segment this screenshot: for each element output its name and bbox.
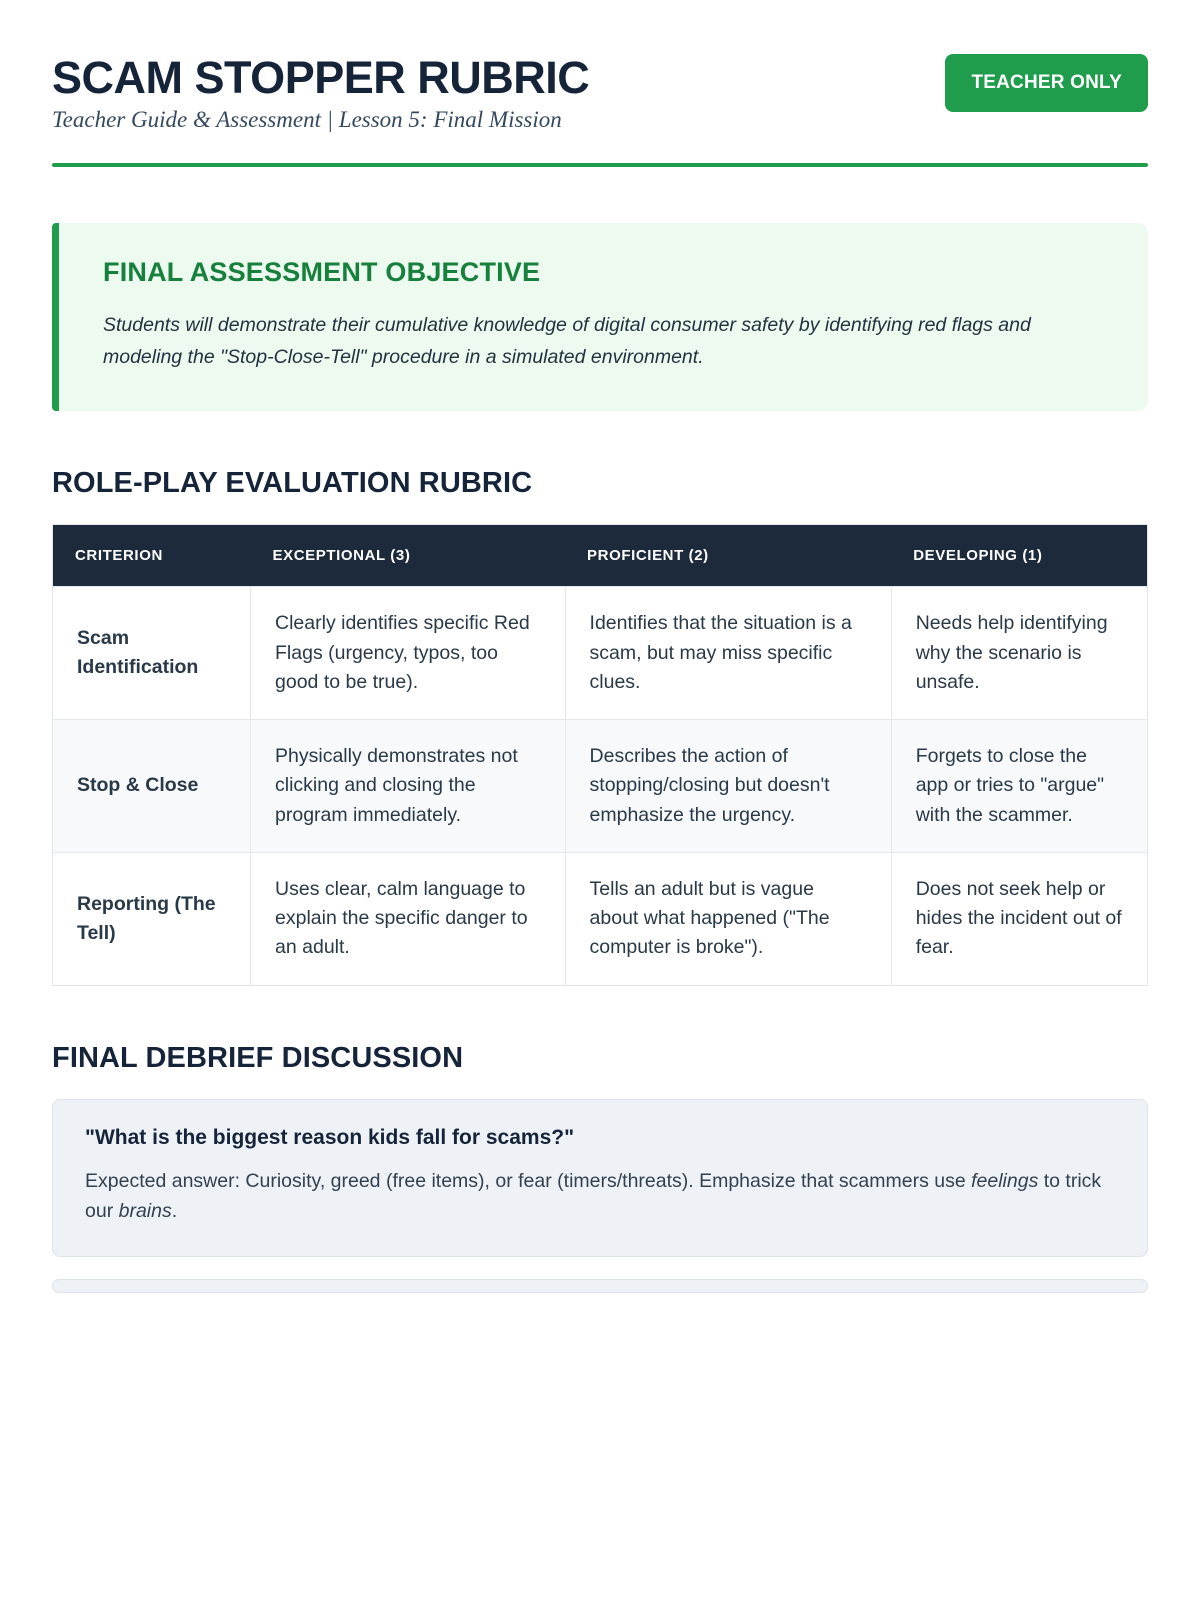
debrief-answer-prefix: Expected answer: Curiosity, greed (free items), or fear (timers/threats). Emphasize that scammers use: [85, 1169, 972, 1192]
cell-developing: Does not seek help or hides the incident out of fear.: [891, 852, 1147, 985]
table-header-row: [53, 525, 1148, 587]
column-header-developing: DEVELOPING (1): [891, 525, 1147, 587]
rubric-heading: ROLE-PLAY EVALUATION RUBRIC: [52, 467, 533, 500]
cell-developing: Forgets to close the app or tries to "argue" with the scammer.: [891, 720, 1147, 853]
debrief-card: [52, 1099, 1148, 1257]
cell-exceptional: Physically demonstrates not clicking and closing the program immediately.: [251, 720, 566, 853]
header-divider: [52, 163, 1148, 167]
cell-proficient: Describes the action of stopping/closing but doesn't emphasize the urgency.: [565, 720, 891, 853]
table-row: [53, 720, 1148, 853]
debrief-heading: FINAL DEBRIEF DISCUSSION: [52, 1041, 464, 1074]
column-header-proficient: PROFICIENT (2): [565, 525, 891, 587]
debrief-question: "What is the biggest reason kids fall for scams?": [85, 1125, 575, 1149]
cell-exceptional: Clearly identifies specific Red Flags (urgency, typos, too good to be true).: [251, 587, 566, 720]
debrief-answer: [85, 1166, 1115, 1226]
debrief-answer-emphasis-feelings: feelings: [971, 1169, 1039, 1192]
page-subtitle: Teacher Guide & Assessment | Lesson 5: Final Mission: [52, 107, 562, 133]
status-badge: TEACHER ONLY: [945, 54, 1148, 112]
cell-exceptional: Uses clear, calm language to explain the specific danger to an adult.: [251, 852, 566, 985]
debrief-answer-mid: to trick our: [85, 1169, 1102, 1222]
debrief-answer-emphasis-brains: brains: [118, 1199, 172, 1222]
bottom-spacer: [52, 1315, 1148, 1355]
rubric-table-head: [53, 525, 1148, 587]
column-header-exceptional: EXCEPTIONAL (3): [251, 525, 566, 587]
objective-callout: [52, 223, 1148, 411]
objective-title: FINAL ASSESSMENT OBJECTIVE: [103, 257, 541, 288]
debrief-answer-suffix: .: [171, 1199, 178, 1222]
cell-criterion: Stop & Close: [53, 720, 251, 853]
rubric-table: [52, 524, 1148, 985]
cell-developing: Needs help identifying why the scenario is unsafe.: [891, 587, 1147, 720]
header-text-block: [52, 48, 589, 133]
debrief-card-next: [52, 1279, 1148, 1293]
column-header-criterion: CRITERION: [53, 525, 251, 587]
cell-criterion: Scam Identification: [53, 587, 251, 720]
document-header: [52, 48, 1148, 133]
page-title: SCAM STOPPER RUBRIC: [52, 52, 590, 103]
table-row: [53, 852, 1148, 985]
table-row: [53, 587, 1148, 720]
cell-proficient: Tells an adult but is vague about what happened ("The computer is broke").: [565, 852, 891, 985]
cell-proficient: Identifies that the situation is a scam, but may miss specific clues.: [565, 587, 891, 720]
rubric-table-body: [53, 587, 1148, 985]
cell-criterion: Reporting (The Tell): [53, 852, 251, 985]
objective-text: Students will demonstrate their cumulative knowledge of digital consumer safety by identifying red flags and modeling the "Stop-Close-Tell" procedure in a simulated environment.: [103, 314, 1031, 368]
